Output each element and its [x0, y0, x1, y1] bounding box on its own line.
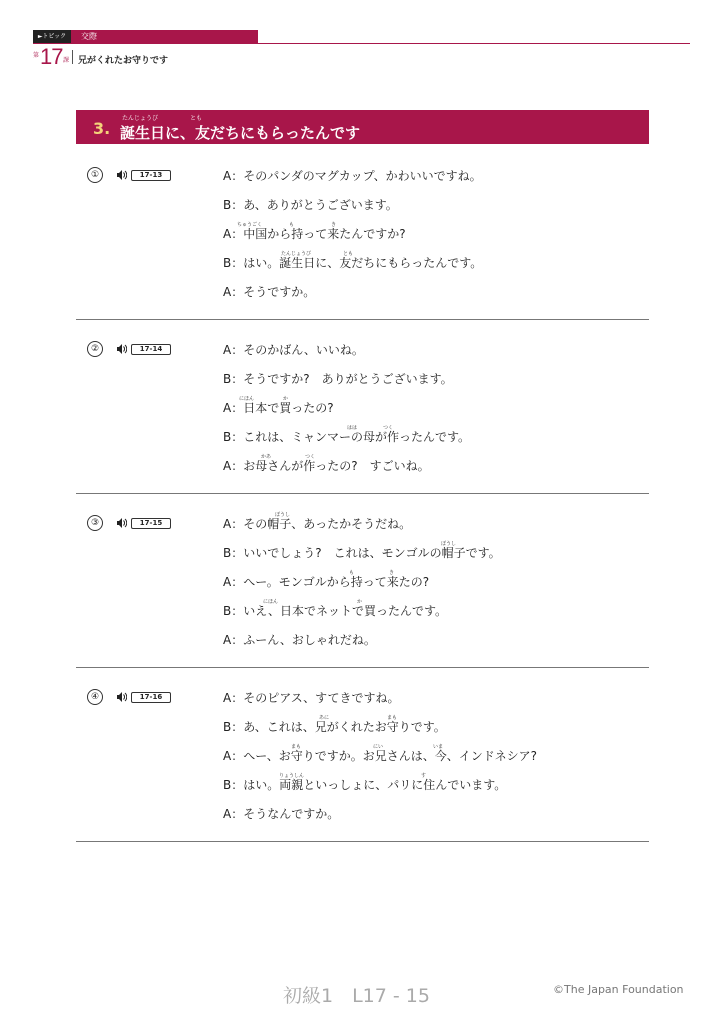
ruby: りょうしん [279, 773, 305, 779]
dialogue-marker: ③ [87, 515, 103, 531]
dialogue-line: ちゅうごく も き A：中国から持って来たんですか? [223, 226, 406, 242]
ruby: つく [305, 454, 316, 460]
block-rule [76, 319, 649, 320]
dialogue-line: たんじょうび とも B：はい。誕生日に、友だちにもらったんです。 [223, 255, 482, 271]
dialogue-line: も き A：へー。モンゴルから持って来たの? [223, 574, 429, 590]
dialogue-line: A：そうですか。 [223, 285, 316, 299]
dialogue-line: A：そのかばん、いいね。 [223, 343, 364, 357]
dialogue-line: かあ つく A：お母さんが作ったの? すごいね。 [223, 458, 430, 474]
dialogue-line: あに まも B：あ、これは、兄がくれたお守りです。 [223, 719, 446, 735]
section-ruby-1: たんじょうび [122, 115, 159, 122]
ruby: まも [387, 715, 398, 721]
dialogue-line: A：そうなんですか。 [223, 807, 340, 821]
dialogue-line: まも にい いま A：へー、お守りですか。お兄さんは、今、インドネシア? [223, 748, 537, 764]
ruby: す [421, 773, 427, 779]
header-rule [33, 43, 690, 44]
ruby: にほん [239, 396, 255, 402]
lesson-number: 17 [40, 44, 63, 69]
speaker-icon [117, 344, 127, 354]
ruby: とも [343, 251, 354, 257]
ruby: も [349, 570, 355, 576]
topic-name: 交際 [71, 30, 258, 43]
block-rule [76, 841, 649, 842]
ruby: あに [319, 715, 330, 721]
track-number: 17-14 [131, 344, 171, 355]
track-number: 17-16 [131, 692, 171, 703]
dialogue-block-4 [76, 687, 649, 842]
ruby: き [331, 222, 337, 228]
dialogue-marker: ④ [87, 689, 103, 705]
ruby: つく [383, 425, 394, 431]
dialogue-line: にほん か A：日本で買ったの? [223, 400, 334, 416]
track-number: 17-15 [131, 518, 171, 529]
track-number: 17-13 [131, 170, 171, 181]
dialogue-line: ぼうし B：いいでしょう? これは、モンゴルの帽子です。 [223, 545, 501, 561]
ruby: ぼうし [441, 541, 457, 547]
dialogue-block-3 [76, 513, 649, 668]
block-rule [76, 667, 649, 668]
dialogue-marker: ① [87, 167, 103, 183]
lesson-title: 兄がくれたお守りです [78, 56, 169, 66]
dialogue-line: ぼうし A：その帽子、あったかそうだね。 [223, 516, 411, 532]
ruby: にい [373, 744, 384, 750]
dialogue-line: りょうしん す B：はい。両親といっしょに、パリに住んでいます。 [223, 777, 506, 793]
ruby: はは [347, 425, 358, 431]
ruby: ちゅうごく [237, 222, 263, 228]
lesson-suffix: 課 [63, 57, 70, 64]
lesson-divider [72, 50, 73, 64]
ruby: にほん [263, 599, 279, 605]
dialogue-block-1 [76, 165, 649, 320]
ruby: たんじょうび [281, 251, 312, 257]
ruby: か [357, 599, 363, 605]
ruby: か [283, 396, 289, 402]
dialogue-line: はは つく B：これは、ミャンマーの母が作ったんです。 [223, 429, 470, 445]
page-number: 初級1 L17 - 15 [283, 985, 430, 1007]
speaker-icon [117, 518, 127, 528]
ruby: かあ [261, 454, 272, 460]
dialogue-line: にほん か B：いえ、日本でネットで買ったんです。 [223, 603, 447, 619]
ruby: も [289, 222, 295, 228]
ruby: き [389, 570, 395, 576]
dialogue-marker: ② [87, 341, 103, 357]
block-rule [76, 493, 649, 494]
ruby: ぼうし [275, 512, 291, 518]
dialogue-line: B：そうですか? ありがとうございます。 [223, 372, 453, 386]
speaker-icon [117, 692, 127, 702]
topic-bar [33, 30, 690, 44]
lesson-prefix: 第 [33, 52, 40, 59]
section-number: 3. [93, 119, 111, 138]
dialogue-line: A：ふーん、おしゃれだね。 [223, 633, 376, 647]
section-ruby-2: とも [190, 115, 203, 122]
section-title: 誕生日に、友だちにもらったんです [120, 124, 361, 142]
ruby: いま [433, 744, 444, 750]
copyright: ©The Japan Foundation [553, 983, 684, 996]
speaker-icon [117, 170, 127, 180]
section-header [76, 110, 649, 144]
dialogue-line: B：あ、ありがとうございます。 [223, 198, 398, 212]
dialogue-block-2 [76, 339, 649, 494]
topic-label: ►トピック [33, 30, 71, 43]
ruby: まも [291, 744, 302, 750]
dialogue-line: A：そのピアス、すてきですね。 [223, 691, 400, 705]
dialogue-line: A：そのパンダのマグカップ、かわいいですね。 [223, 169, 482, 183]
